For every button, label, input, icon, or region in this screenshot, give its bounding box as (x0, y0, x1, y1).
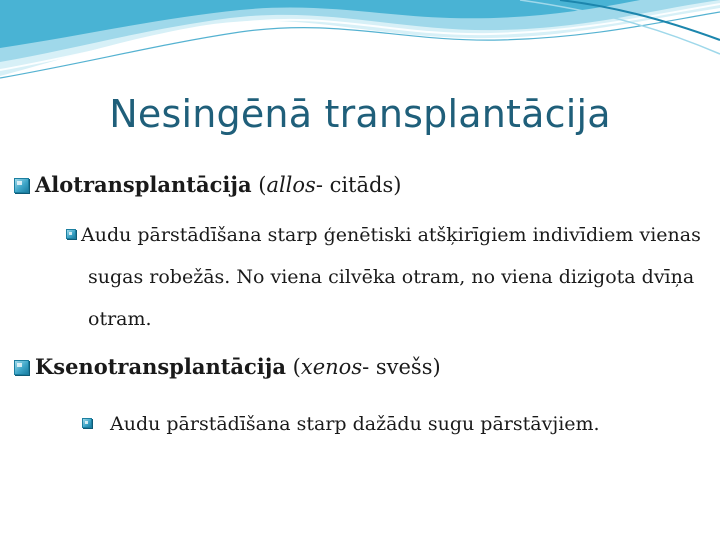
origin-meaning: - citāds) (315, 173, 402, 197)
square-bullet-icon (14, 178, 29, 193)
origin-meaning: - svešs) (362, 355, 441, 379)
bullet-text (35, 172, 401, 198)
sub-bullet-ksenotransplantacija (110, 403, 720, 445)
origin-word: xenos (300, 355, 363, 379)
origin-word: allos (266, 173, 316, 197)
sub-bullet-alotransplantacija (81, 214, 708, 340)
sub-bullet-text: Audu pārstādīšana starp ģenētiski atšķirīgiem indivīdiem vienas sugas robežās. No viena cilvēka otram, no viena dizigota dvīņa otram. (81, 224, 701, 330)
slide-title: Nesingēnā transplantācija (109, 92, 611, 136)
square-bullet-icon (66, 229, 76, 239)
header-wave-decoration (0, 0, 720, 90)
bullet-ksenotransplantacija (14, 354, 441, 380)
bullet-term: Ksenotransplantācija (35, 354, 286, 379)
paren-open: ( (251, 173, 267, 197)
paren-open: ( (286, 355, 301, 379)
sub-bullet-text: Audu pārstādīšana starp dažādu sugu pārstāvjiem. (110, 413, 600, 435)
bullet-alotransplantacija (14, 172, 401, 198)
bullet-term: Alotransplantācija (35, 172, 252, 197)
square-bullet-icon (14, 360, 29, 375)
bullet-text (35, 354, 441, 380)
square-bullet-icon (82, 418, 92, 428)
